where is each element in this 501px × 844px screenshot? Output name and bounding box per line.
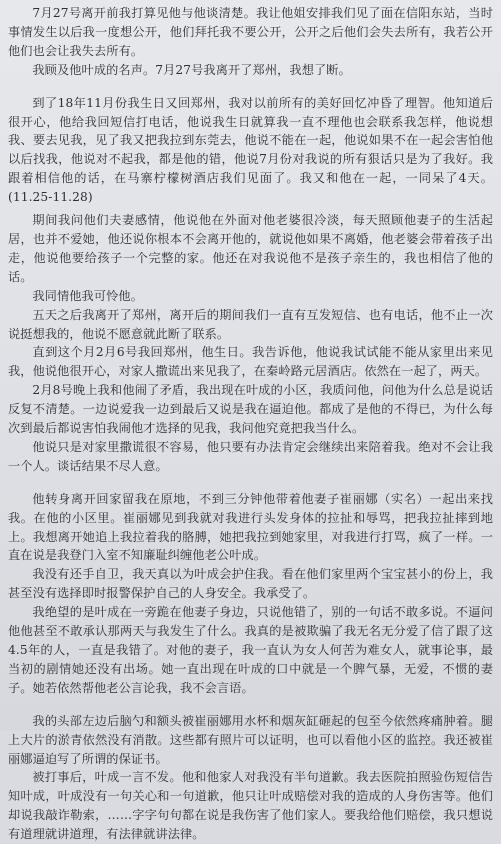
paragraph-4: 期间我问他们夫妻感情，他说他在外面对他老婆很冷淡，每天照顾他妻子的生活起居，也并不爱她，他还说你根本不会离开他的，就说他如果不离婚，他老婆会带着孩子出走，他说他要给孩子一个完整的家。他还在对我说他不是孩子亲生的，我也相信了他的话。 — [8, 213, 493, 284]
paragraph-9: 他说只是对家里撒谎很不容易，他只要有办法肯定会继续出来陪着我。绝对不会让我一个人。谈话结果不尽人意。 — [8, 439, 493, 473]
paragraph-7: 直到这个月2月6号我回郑州，他生日。我告诉他，他说我试试能不能从家里出来见我，他说他很开心，对家人撒谎出来见我了，在秦岭路元居酒店。依然在一起了，两天。 — [8, 345, 493, 379]
paragraph-10: 他转身离开回家留我在原地，不到三分钟他带着他妻子崔丽娜（实名）一起出来找我。在他的小区里。崔丽娜见到我就对我进行头发身体的拉扯和辱骂，把我拉扯摔到地上。我想离开她追上我拉着我的胳膊，她把我拉到她家里，对我进行打骂，疯了一样。一直在说是我登门入室不知廉耻纠缠他老公叶成。 — [8, 491, 493, 563]
paragraph-8: 2月8号晚上我和他闹了矛盾，我出现在叶成的小区，我质问他，问他为什么总是说话反复不清楚。一边说爱我一边到最后又说是我在逼迫他。都成了是他的不得已，为什么每次到最后都说害怕我闹他才选择的见我，我问他究竟把我当什么。 — [8, 383, 493, 436]
paragraph-14: 被打事后，叶成一言不发。他和他家人对我没有半句道歉。我去医院拍照验伤短信告知叶成，叶成没有一句关心和一句道歉，他只让叶成赔偿对我的造成的人身伤害等。他们却说我敲诈勒索，……字字句句都在说是我伤害了他们家人。要我给他们赔偿，我只想说有道理就讲道理，有法律就讲法律。 — [8, 770, 493, 842]
paragraph-3: 到了18年11月份我生日又回郑州，我对以前所有的美好回忆冲昏了理智。他知道后很开心，他给我回短信打电话，他说我生日就算我一直不理他也会联系我怎样，他说想我、要去见我，见了我又把我拉到东莞去，他说不能在一起，他说如果不在一起会害怕他以后找我，他说对不起我，都是他的错，他说7月份对我说的所有狠话只是为了我好。我跟着相信他的话，在马寨柠檬树酒店我们见面了。我又和他在一起，一同呆了4天。(11.25-11.28) — [8, 95, 493, 205]
paragraph-5: 我同情他我可怜他。 — [32, 288, 143, 303]
paragraph-6: 五天之后我离开了郑州，离开后的期间我们一直有互发短信、也有电话，他不止一次说挺想我的，他说不愿意就此断了联系。 — [8, 307, 493, 341]
paragraph-1: 7月27号离开前我打算见他与他谈清楚。我让他姐安排我们见了面在信阳东站，当时事情发生以后我一度想公开，他们拜托我不要公开，公开之后他们会失去所有，我若公开他们也会让我失去所有。 — [8, 6, 493, 58]
paragraph-12: 我绝望的是叶成在一旁跪在他妻子身边，只说他错了，别的一句话不敢多说。不逼问他他甚至不敢承认那两天与我发生了什么。我真的是被欺骗了我无名无分爱了信了跟了这4.5年的人，一直是我错了。对他的妻子，我一直认为女人何苦为难女人，就事论事，最当初的剧情她还没有出场。她一直出现在叶成的口中就是一个脾气暴，无爱，不惯的妻子。她若依然帮他老公言论我，我不会言语。 — [8, 605, 493, 695]
paragraph-11: 我没有还手自卫，我天真以为叶成会护住我。看在他们家里两个宝宝甚小的份上，我甚至没有选择即时报警保护自己的人身安全。我承受了。 — [8, 567, 493, 601]
paragraph-13: 我的头部左边后脑勺和额头被崔丽娜用水杯和烟灰缸砸起的包至今依然疼痛肿着。腿上大片的淤青依然没有消散。这些都有照片可以证明，也可以看他小区的监控。我还被崔丽娜逼迫写了所谓的保证书。 — [8, 713, 493, 766]
paragraph-2: 我顾及他叶成的名声。7月27号我离开了郑州，我想了断。 — [32, 62, 351, 77]
